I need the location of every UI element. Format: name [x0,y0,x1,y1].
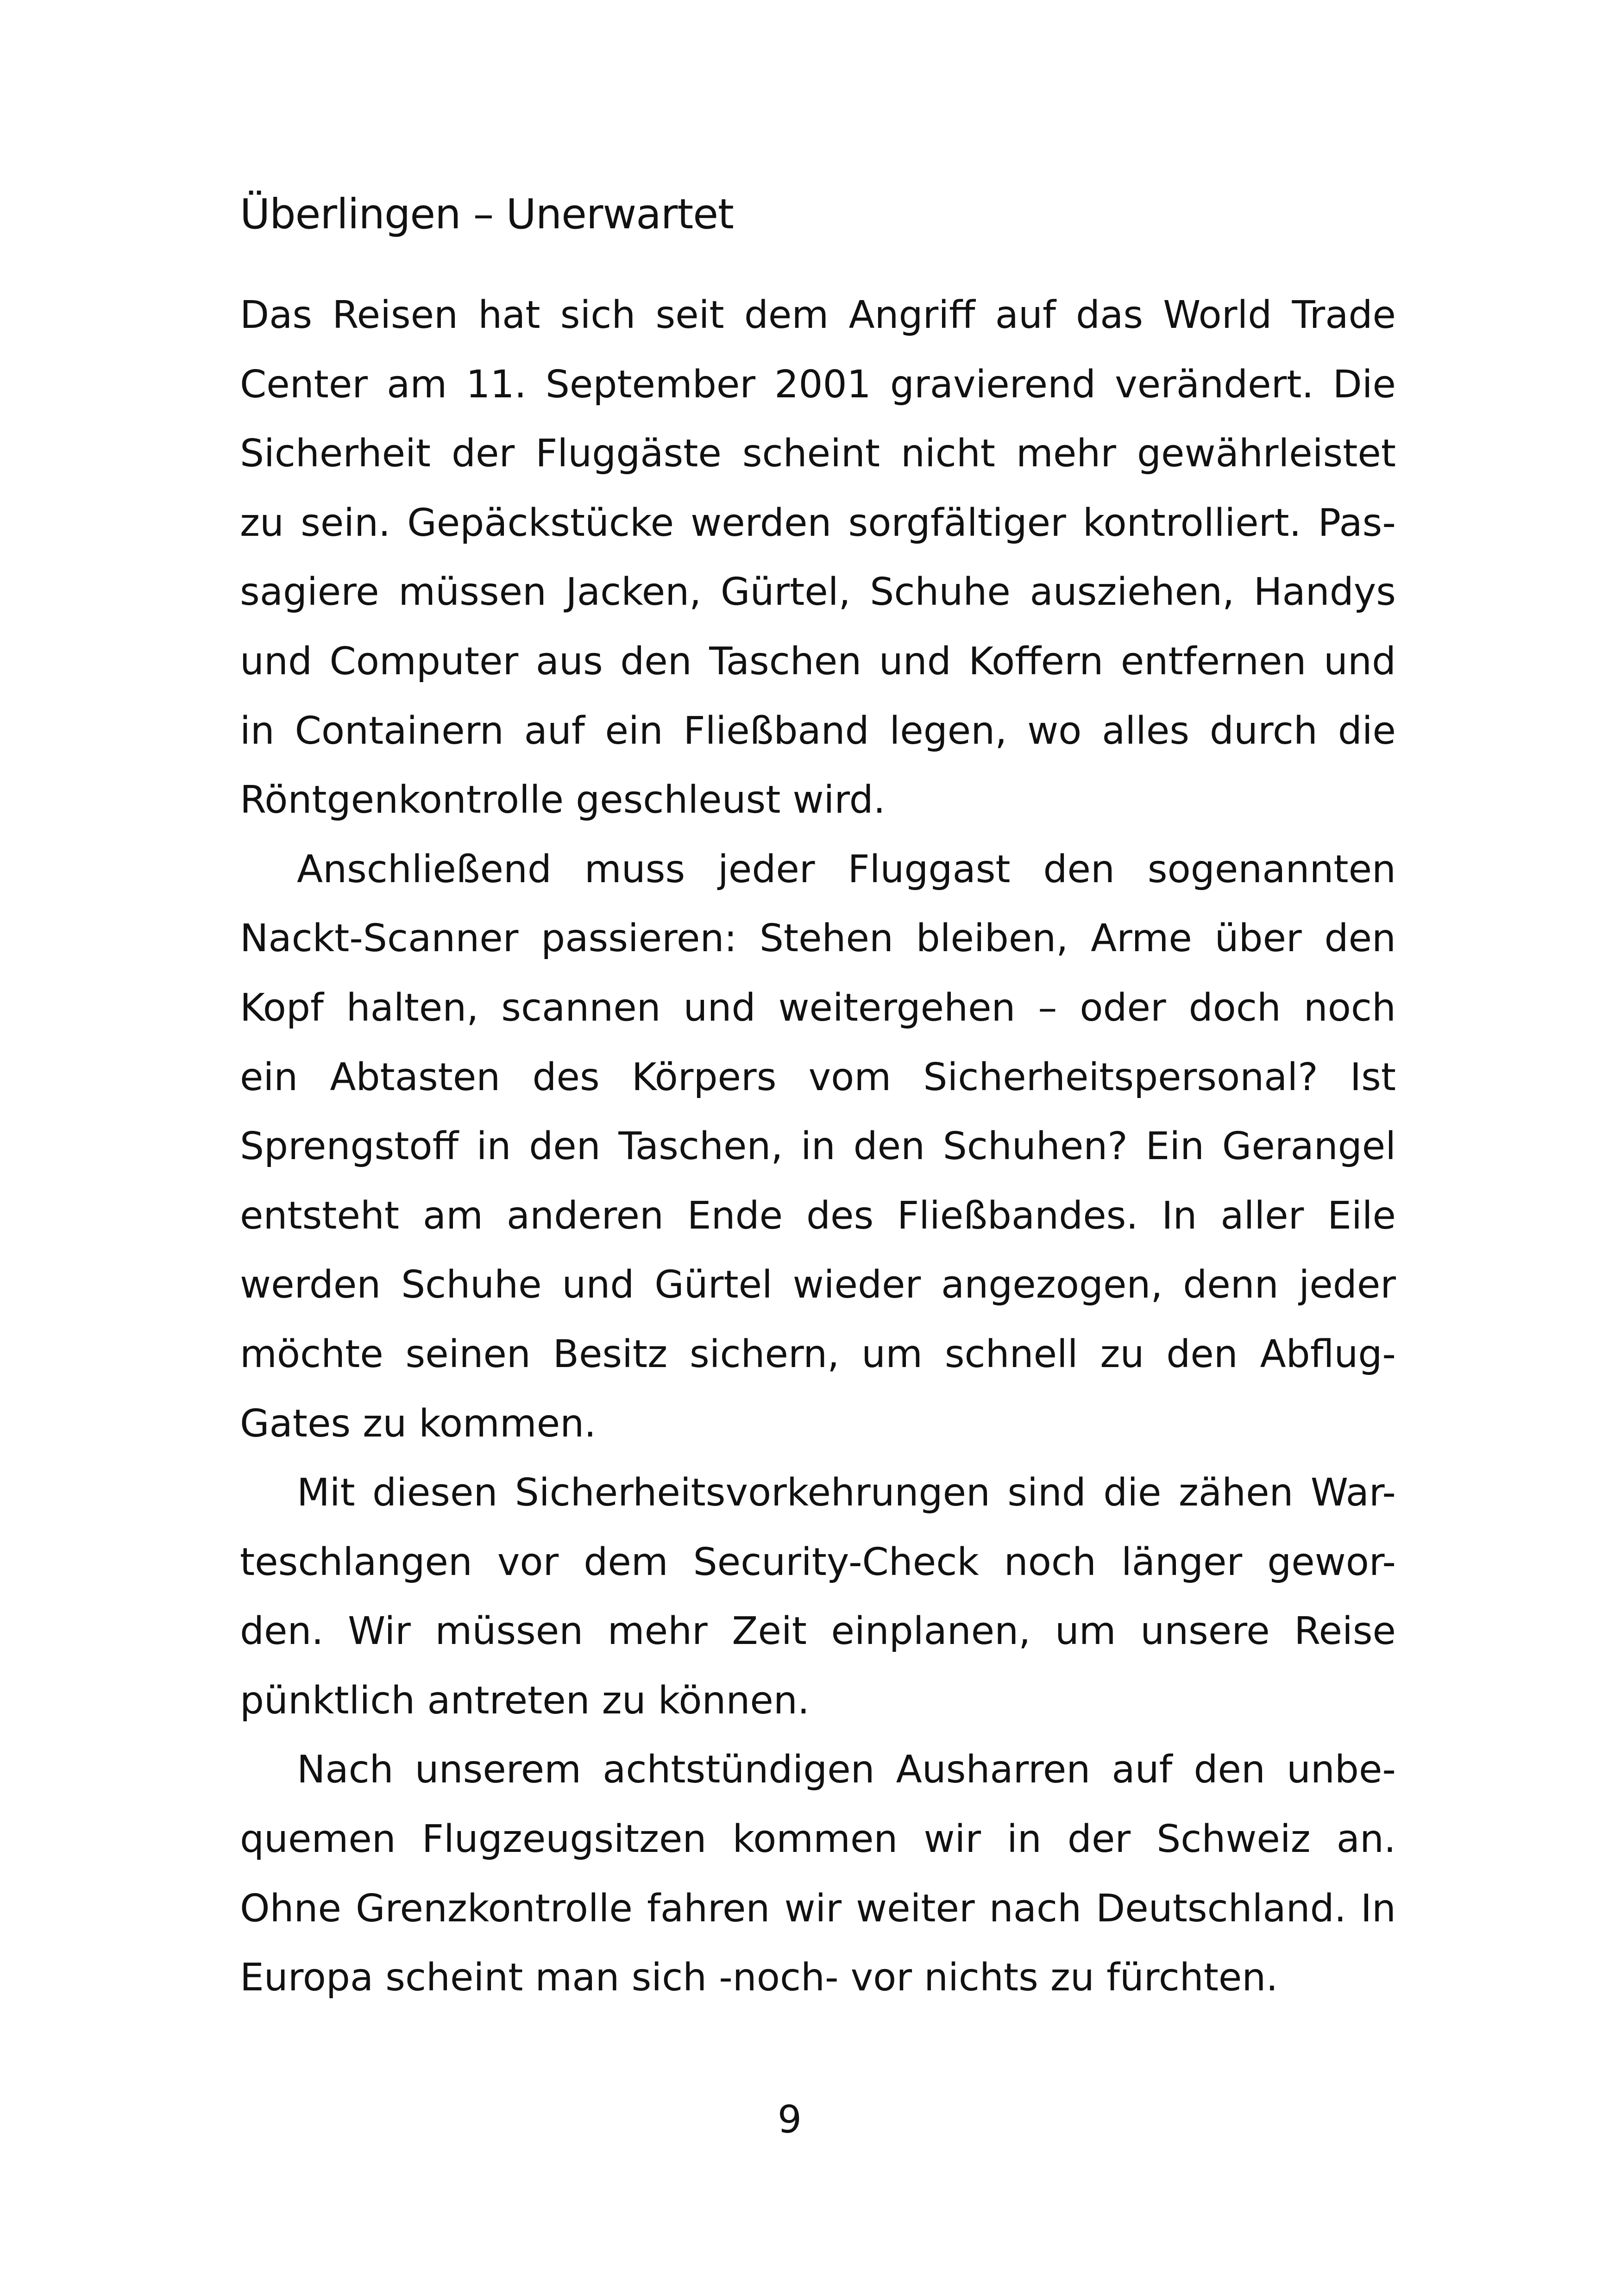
text-line: Nach unserem achtstündigen Ausharren auf den unbe- [297,1748,1396,1792]
text-line: möchte seinen Besitz sichern, um schnell zu den Abflug- [240,1332,1396,1376]
paragraph-2 [240,835,1396,1458]
text-line: in Containern auf ein Fließband legen, wo alles durch die [240,709,1396,753]
text-line: Sprengstoff in den Taschen, in den Schuhen? Ein Gerangel [240,1124,1396,1169]
text-line: und Computer aus den Taschen und Koffern entfernen und [240,639,1396,684]
body-text [240,281,1396,2013]
text-line: quemen Flugzeugsitzen kommen wir in der Schweiz an. [240,1817,1396,1862]
paragraph-4 [240,1735,1396,2012]
paragraph-3 [240,1458,1396,1735]
text-line: Center am 11. September 2001 gravierend verändert. Die [240,362,1396,407]
paragraph-1 [240,281,1396,835]
text-line: Kopf halten, scannen und weitergehen – oder doch noch [240,985,1396,1030]
text-line: sagiere müssen Jacken, Gürtel, Schuhe ausziehen, Handys [240,570,1396,615]
page-number: 9 [777,2098,802,2142]
text-line: entsteht am anderen Ende des Fließbandes. In aller Eile [240,1193,1396,1238]
text-line: pünktlich antreten zu können. [240,1678,810,1723]
text-line: den. Wir müssen mehr Zeit einplanen, um unsere Reise [240,1609,1396,1654]
text-line: Europa scheint man sich -noch- vor nichts zu fürchten. [240,1956,1278,2000]
text-line: werden Schuhe und Gürtel wieder angezogen, denn jeder [240,1263,1396,1307]
text-line: Nackt-Scanner passieren: Stehen bleiben, Arme über den [240,916,1396,961]
text-line: Röntgenkontrolle geschleust wird. [240,778,886,822]
text-line: zu sein. Gepäckstücke werden sorgfältiger kontrolliert. Pas- [240,501,1396,545]
text-line: Anschließend muss jeder Fluggast den sogenannten [297,847,1396,891]
text-line: Mit diesen Sicherheitsvorkehrungen sind die zähen War- [297,1471,1396,1515]
text-line: teschlangen vor dem Security-Check noch länger gewor- [240,1540,1396,1584]
text-line: Gates zu kommen. [240,1401,597,1446]
text-line: Ohne Grenzkontrolle fahren wir weiter nach Deutschland. In [240,1886,1396,1931]
chapter-heading: Überlingen – Unerwartet [240,190,734,238]
text-line: Sicherheit der Fluggäste scheint nicht mehr gewährleistet [240,432,1396,476]
text-line: ein Abtasten des Körpers vom Sicherheitspersonal? Ist [240,1055,1396,1099]
text-line: Das Reisen hat sich seit dem Angriff auf das World Trade [240,293,1396,337]
